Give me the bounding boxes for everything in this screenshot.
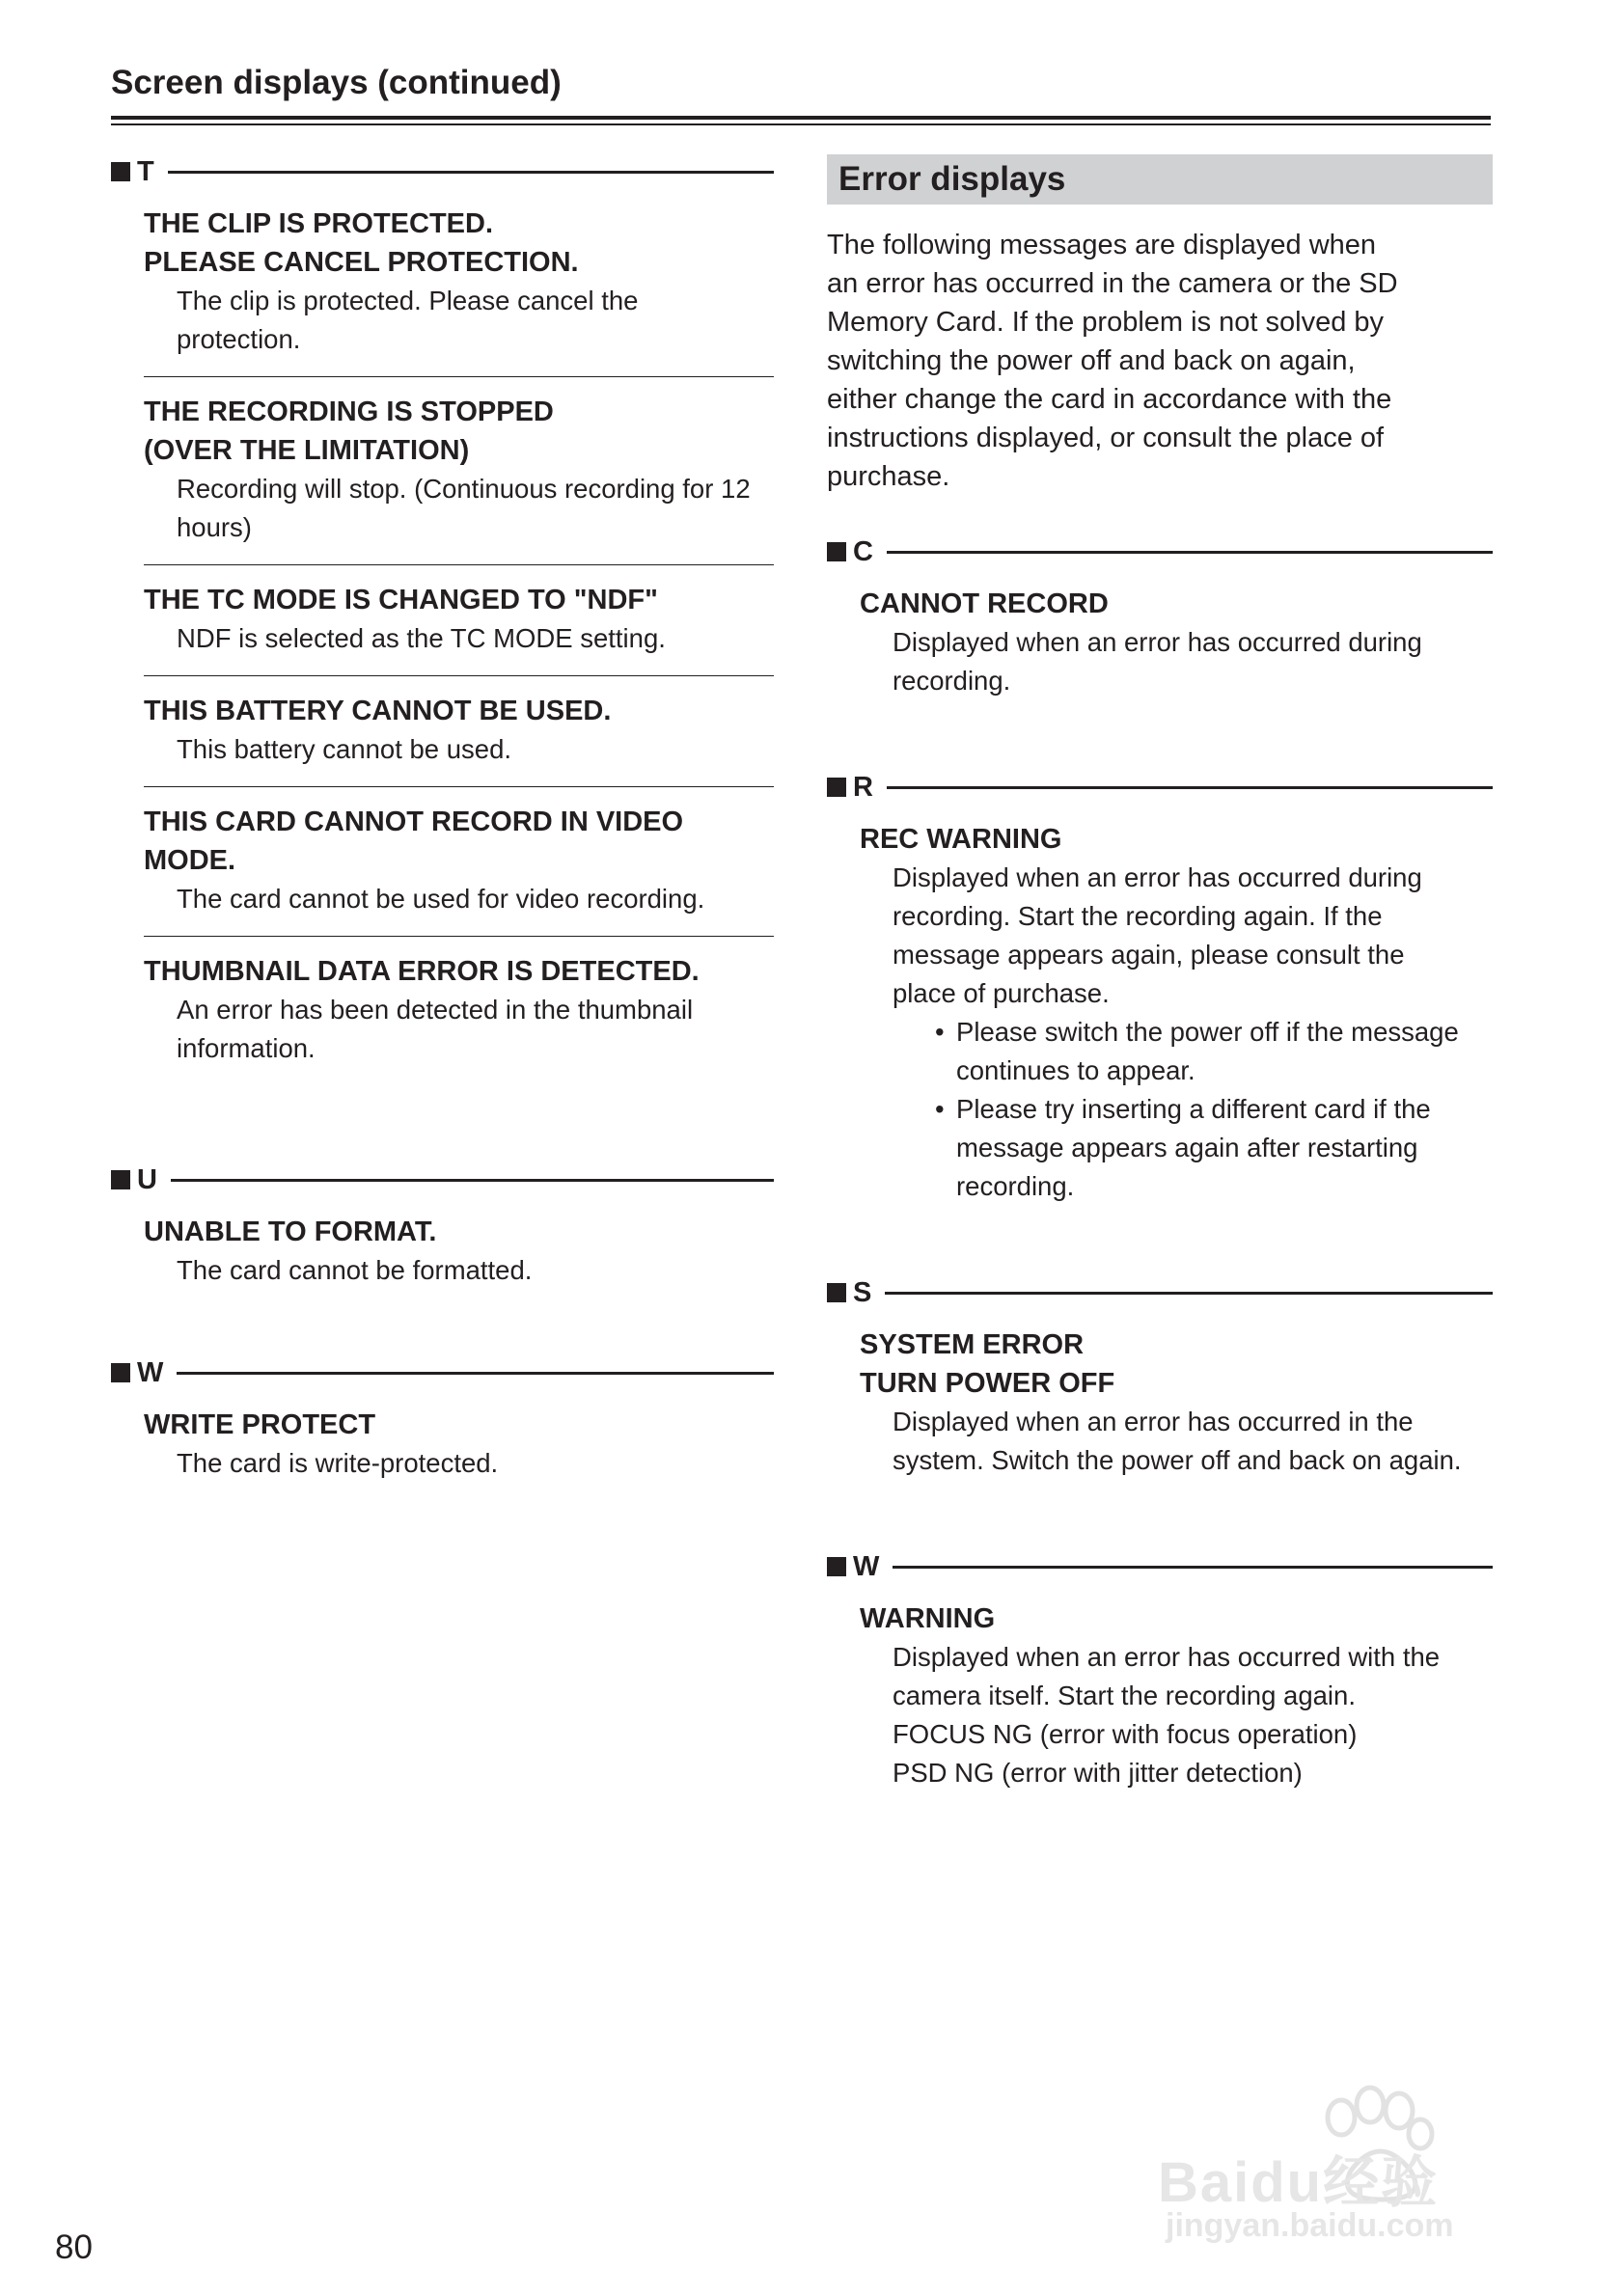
section-rule bbox=[885, 1292, 1493, 1295]
message-description: camera itself. Start the recording again. bbox=[893, 1681, 1356, 1710]
intro-line: an error has occurred in the camera or the SD bbox=[827, 268, 1398, 299]
message-entry bbox=[144, 1390, 774, 1500]
section-header-w bbox=[111, 1355, 774, 1390]
square-bullet-icon bbox=[827, 542, 846, 561]
message-description: Displayed when an error has occurred during bbox=[893, 862, 1422, 892]
message-title: WARNING bbox=[860, 1603, 996, 1634]
message-title: THE CLIP IS PROTECTED. bbox=[144, 208, 494, 239]
message-entry bbox=[144, 189, 774, 377]
message-title: PLEASE CANCEL PROTECTION. bbox=[144, 247, 579, 278]
intro-paragraph bbox=[827, 226, 1493, 496]
message-title: CANNOT RECORD bbox=[860, 588, 1109, 619]
message-description: hours) bbox=[177, 512, 252, 542]
message-title: THIS CARD CANNOT RECORD IN VIDEO bbox=[144, 806, 684, 837]
section-rule bbox=[887, 551, 1493, 554]
message-entry bbox=[860, 1310, 1493, 1497]
message-entry bbox=[860, 1584, 1493, 1810]
section-header-c bbox=[827, 534, 1493, 569]
message-title: THE TC MODE IS CHANGED TO "NDF" bbox=[144, 585, 658, 615]
left-column bbox=[111, 154, 774, 1500]
message-description: information. bbox=[177, 1033, 316, 1063]
square-bullet-icon bbox=[111, 1170, 130, 1189]
message-description: recording. bbox=[893, 666, 1011, 696]
section-rule bbox=[177, 1372, 774, 1375]
message-title: WRITE PROTECT bbox=[144, 1409, 376, 1440]
message-title: UNABLE TO FORMAT. bbox=[144, 1216, 437, 1247]
message-description: recording. Start the recording again. If the bbox=[893, 901, 1383, 931]
section-header-u bbox=[111, 1162, 774, 1197]
message-description: The card is write-protected. bbox=[177, 1448, 499, 1478]
bullet-dot-icon: • bbox=[935, 1094, 945, 1124]
message-title: THUMBNAIL DATA ERROR IS DETECTED. bbox=[144, 956, 700, 987]
message-description: The card cannot be used for video recording. bbox=[177, 884, 705, 914]
section-letter: T bbox=[137, 156, 154, 187]
section-rule bbox=[168, 171, 774, 174]
intro-line: either change the card in accordance with the bbox=[827, 384, 1392, 415]
message-description: Displayed when an error has occurred during bbox=[893, 627, 1422, 657]
message-entry bbox=[144, 377, 774, 565]
section-letter: W bbox=[853, 1551, 880, 1582]
message-title: THE RECORDING IS STOPPED bbox=[144, 396, 554, 427]
square-bullet-icon bbox=[827, 778, 846, 797]
intro-line: purchase. bbox=[827, 461, 950, 492]
message-description: The card cannot be formatted. bbox=[177, 1255, 533, 1285]
message-entry bbox=[144, 787, 774, 937]
message-description: An error has been detected in the thumbnail bbox=[177, 995, 694, 1025]
message-description: message appears again, please consult the bbox=[893, 940, 1405, 970]
watermark-url: jingyan.baidu.com bbox=[1166, 2207, 1454, 2244]
section-header-t bbox=[111, 154, 774, 189]
message-description: PSD NG (error with jitter detection) bbox=[893, 1758, 1303, 1788]
bullet-line: Please try inserting a different card if the bbox=[956, 1094, 1431, 1124]
bullet-line: recording. bbox=[956, 1171, 1075, 1201]
message-title: THIS BATTERY CANNOT BE USED. bbox=[144, 696, 612, 726]
message-description: Displayed when an error has occurred with the bbox=[893, 1642, 1441, 1672]
section-rule bbox=[887, 786, 1493, 789]
section-letter: U bbox=[137, 1164, 157, 1195]
title-rule bbox=[111, 116, 1491, 120]
watermark-brand: Baidu经验 bbox=[1158, 2151, 1440, 2214]
message-entry bbox=[860, 805, 1493, 1223]
page-title: Screen displays (continued) bbox=[111, 64, 562, 101]
message-description: FOCUS NG (error with focus operation) bbox=[893, 1719, 1358, 1749]
intro-line: Memory Card. If the problem is not solved by bbox=[827, 307, 1385, 338]
section-letter: W bbox=[137, 1357, 164, 1388]
intro-line: instructions displayed, or consult the place of bbox=[827, 423, 1385, 453]
section-rule bbox=[893, 1566, 1493, 1569]
intro-line: switching the power off and back on again, bbox=[827, 345, 1356, 376]
section-rule bbox=[171, 1179, 774, 1182]
section-letter: S bbox=[853, 1277, 872, 1308]
page-number: 80 bbox=[55, 2228, 93, 2266]
square-bullet-icon bbox=[111, 1363, 130, 1382]
message-entry bbox=[860, 569, 1493, 718]
message-description: Displayed when an error has occurred in the bbox=[893, 1407, 1414, 1436]
message-description: The clip is protected. Please cancel the bbox=[177, 286, 639, 315]
error-displays-heading-box bbox=[827, 154, 1493, 205]
bullet-line: Please switch the power off if the message bbox=[956, 1017, 1459, 1047]
message-description: place of purchase. bbox=[893, 978, 1110, 1008]
bullet-line: continues to appear. bbox=[956, 1055, 1195, 1085]
message-title: SYSTEM ERROR bbox=[860, 1329, 1085, 1360]
message-entry bbox=[144, 565, 774, 676]
section-letter: C bbox=[853, 536, 873, 567]
message-description: This battery cannot be used. bbox=[177, 734, 512, 764]
message-entry bbox=[144, 676, 774, 787]
right-column bbox=[827, 154, 1493, 1810]
bullet-dot-icon: • bbox=[935, 1017, 945, 1047]
title-rule-thin bbox=[111, 123, 1491, 125]
bullet-line: message appears again after restarting bbox=[956, 1133, 1418, 1162]
message-description: Recording will stop. (Continuous recording for 12 bbox=[177, 474, 751, 504]
message-entry bbox=[144, 1197, 774, 1307]
message-title: REC WARNING bbox=[860, 824, 1062, 855]
message-title: (OVER THE LIMITATION) bbox=[144, 435, 470, 466]
message-description: protection. bbox=[177, 324, 301, 354]
section-header-r bbox=[827, 770, 1493, 805]
bullet-item bbox=[860, 1090, 1493, 1206]
square-bullet-icon bbox=[827, 1557, 846, 1576]
square-bullet-icon bbox=[827, 1283, 846, 1302]
section-letter: R bbox=[853, 772, 873, 803]
message-title: MODE. bbox=[144, 845, 236, 876]
bullet-item bbox=[860, 1013, 1493, 1090]
intro-line: The following messages are displayed when bbox=[827, 230, 1377, 260]
message-description: NDF is selected as the TC MODE setting. bbox=[177, 623, 666, 653]
section-header-s bbox=[827, 1275, 1493, 1310]
section-heading: Error displays bbox=[838, 160, 1066, 198]
message-entry bbox=[144, 937, 774, 1085]
section-header-w bbox=[827, 1549, 1493, 1584]
message-description: system. Switch the power off and back on again. bbox=[893, 1445, 1462, 1475]
message-title: TURN POWER OFF bbox=[860, 1368, 1115, 1399]
square-bullet-icon bbox=[111, 162, 130, 181]
